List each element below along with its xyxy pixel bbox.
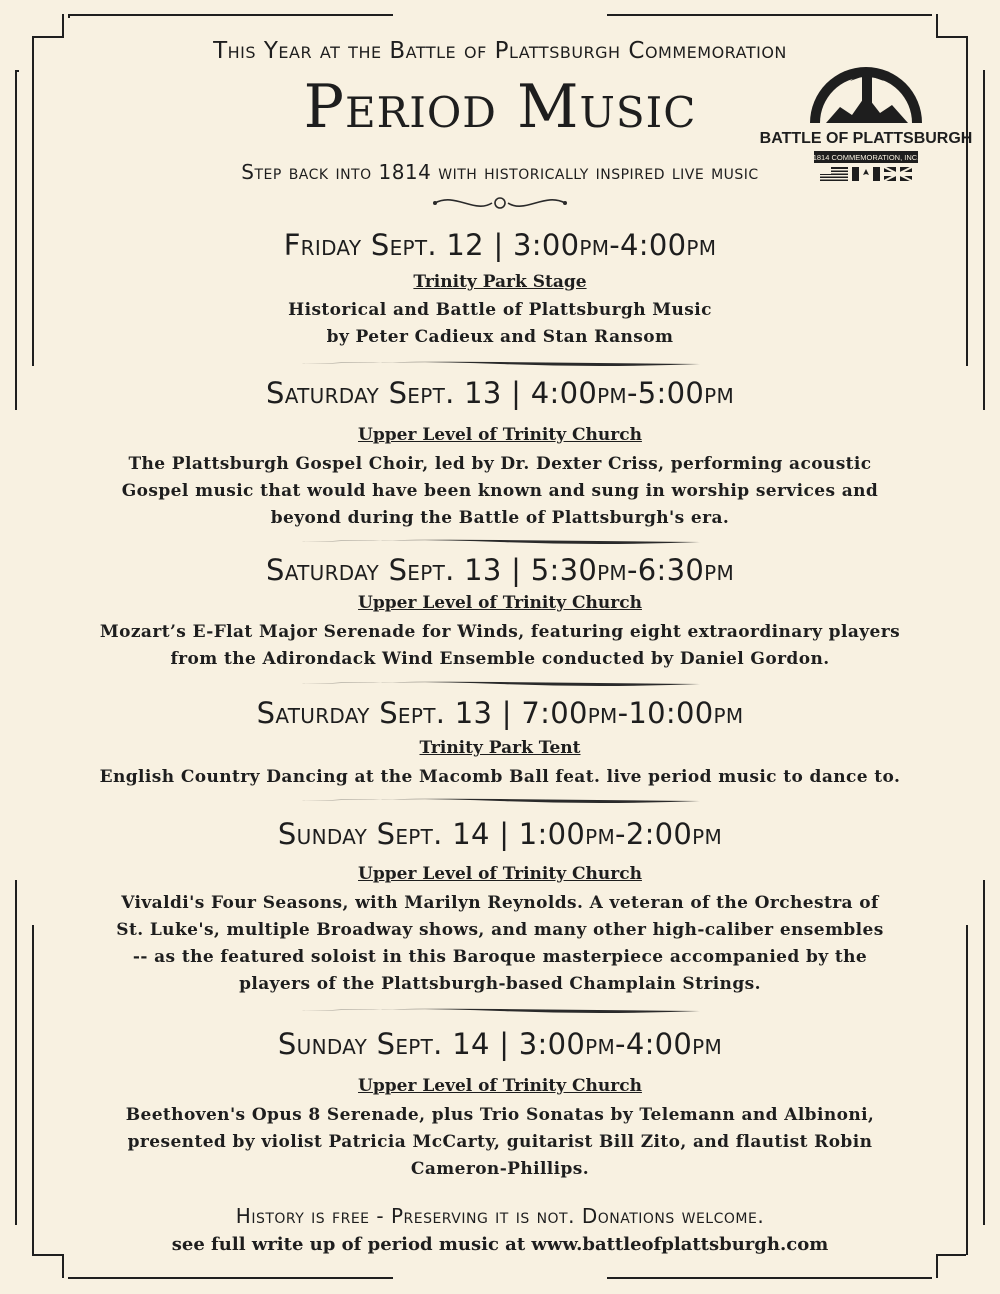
event-title: Saturday Sept. 13 | 5:30pm-6:30pm [265,553,734,587]
event-description-line: English Country Dancing at the Macomb Ball feat. live period music to dance to. [99,767,901,787]
us-flag-icon [820,167,848,181]
section-divider [300,680,700,688]
event-description-line: St. Luke's, multiple Broadway shows, and many other high-caliber ensembles [116,920,884,940]
event-description-line: Cameron-Phillips. [410,1159,590,1179]
uk-flag-icon [884,167,912,181]
event-venue: Upper Level of Trinity Church [358,425,642,445]
event-description-line: by Peter Cadieux and Stan Ransom [326,327,674,347]
event-description-line: Vivaldi's Four Seasons, with Marilyn Reynolds. A veteran of the Orchestra of [121,893,879,913]
ornament-flourish [430,190,570,216]
logo-org: 1814 COMMEMORATION, INC. [812,153,920,162]
event-description-line: -- as the featured soloist in this Baroque masterpiece accompanied by the [132,947,868,967]
event-title: Sunday Sept. 14 | 3:00pm-4:00pm [277,1027,723,1061]
page-title: Period Music [303,72,697,142]
event-description-line: Historical and Battle of Plattsburgh Music [288,300,712,320]
event-description-line: beyond during the Battle of Plattsburgh's era. [270,508,730,528]
event-venue: Trinity Park Stage [413,272,587,292]
section-divider [300,1007,700,1015]
event-title: Friday Sept. 12 | 3:00pm-4:00pm [283,228,717,262]
event-title: Saturday Sept. 13 | 4:00pm-5:00pm [265,376,734,410]
event-description-line: The Plattsburgh Gospel Choir, led by Dr. Dexter Criss, performing acoustic [128,454,872,474]
event-description-line: Beethoven's Opus 8 Serenade, plus Trio Sonatas by Telemann and Albinoni, [125,1105,875,1125]
logo-emblem-icon [759,55,973,185]
header-subtitle: This Year at the Battle of Plattsburgh Commemoration [213,38,787,64]
section-divider [300,360,700,368]
event-venue: Upper Level of Trinity Church [358,1076,642,1096]
event-description-line: presented by violist Patricia McCarty, guitarist Bill Zito, and flautist Robin [127,1132,873,1152]
event-description-line: players of the Plattsburgh-based Champlain Strings. [239,974,761,994]
battle-of-plattsburgh-logo [759,55,973,185]
event-description-line: from the Adirondack Wind Ensemble conducted by Daniel Gordon. [170,649,830,669]
event-venue: Trinity Park Tent [419,738,581,758]
canada-flag-icon [852,167,880,181]
event-description-line: Gospel music that would have been known and sung in worship services and [121,481,879,501]
event-description-line: Mozart’s E-Flat Major Serenade for Winds, featuring eight extraordinary players [99,622,901,642]
event-title: Sunday Sept. 14 | 1:00pm-2:00pm [277,817,723,851]
event-venue: Upper Level of Trinity Church [358,593,642,613]
section-divider [300,538,700,546]
donation-note: History is free - Preserving it is not. Donations welcome. [235,1204,765,1228]
event-title: Saturday Sept. 13 | 7:00pm-10:00pm [256,696,744,730]
event-venue: Upper Level of Trinity Church [358,864,642,884]
section-divider [300,797,700,805]
logo-name: BATTLE OF PLATTSBURGH [759,130,973,147]
website-note: see full write up of period music at www.battleofplattsburgh.com [171,1234,829,1255]
header-tagline: Step back into 1814 with historically inspired live music [241,160,759,184]
